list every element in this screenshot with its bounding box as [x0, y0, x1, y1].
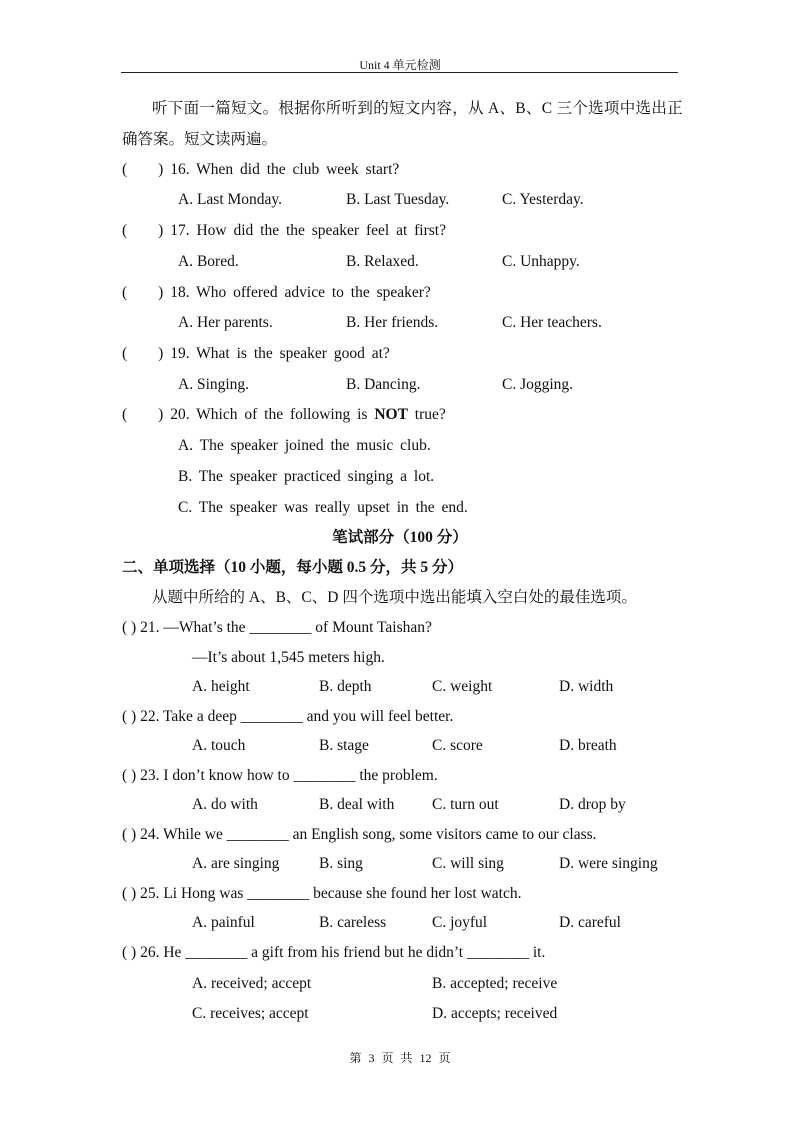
question-22-option-a: A. touch — [192, 737, 246, 754]
question-26-option-c: C. receives; accept — [192, 1005, 309, 1022]
question-24-option-c: C. will sing — [432, 855, 504, 872]
part-two-title: 二、单项选择（10 小题，每小题 0.5 分，共 5 分） — [122, 559, 464, 576]
question-20-option-b: B. The speaker practiced singing a lot. — [178, 468, 435, 485]
question-16-option-c: C. Yesterday. — [502, 191, 584, 208]
question-18-stem: ( ) 18. Who offered advice to the speaker? — [122, 284, 431, 301]
question-17-option-b: B. Relaxed. — [346, 253, 419, 270]
question-18-option-b: B. Her friends. — [346, 314, 439, 331]
question-17-option-a: A. Bored. — [178, 253, 239, 270]
question-18-option-a: A. Her parents. — [178, 314, 273, 331]
question-19-option-a: A. Singing. — [178, 376, 250, 393]
question-16-option-a: A. Last Monday. — [178, 191, 283, 208]
question-26-option-d: D. accepts; received — [432, 1005, 558, 1022]
question-20-stem — [122, 405, 446, 425]
question-26-option-a: A. received; accept — [192, 975, 312, 992]
question-23-stem: ( ) 23. I don’t know how to ________ the problem. — [122, 767, 438, 784]
written-section-title: 笔试部分（100 分） — [332, 529, 468, 546]
question-25-option-b: B. careless — [319, 914, 387, 931]
question-21-option-b: B. depth — [319, 678, 372, 695]
question-17-stem: ( ) 17. How did the the speaker feel at first? — [122, 222, 446, 239]
question-18-option-c: C. Her teachers. — [502, 314, 602, 331]
question-24-option-d: D. were singing — [559, 855, 658, 872]
listening-instructions-line2: 确答案。短文读两遍。 — [122, 131, 278, 148]
question-26-option-b: B. accepted; receive — [432, 975, 558, 992]
question-19-option-c: C. Jogging. — [502, 376, 574, 393]
question-19-option-b: B. Dancing. — [346, 376, 421, 393]
page-footer: 第 3 页 共 12 页 — [349, 1051, 451, 1065]
question-20-stem-text: ( ) 20. Which of the following is — [122, 406, 375, 423]
question-26-stem: ( ) 26. He ________ a gift from his friend but he didn’t ________ it. — [122, 944, 546, 961]
question-25-stem: ( ) 25. Li Hong was ________ because she found her lost watch. — [122, 885, 522, 902]
question-19-stem: ( ) 19. What is the speaker good at? — [122, 345, 390, 362]
question-20-option-a: A. The speaker joined the music club. — [178, 437, 431, 454]
listening-instructions-line1: 听下面一篇短文。根据你所听到的短文内容，从 A、B、C 三个选项中选出正 — [152, 100, 683, 117]
question-20-option-c: C. The speaker was really upset in the end. — [178, 499, 468, 516]
question-23-option-a: A. do with — [192, 796, 258, 813]
question-21-reply: —It’s about 1,545 meters high. — [192, 649, 385, 666]
part-two-instructions: 从题中所给的 A、B、C、D 四个选项中选出能填入空白处的最佳选项。 — [152, 589, 637, 606]
question-16-stem: ( ) 16. When did the club week start? — [122, 161, 400, 178]
question-25-option-d: D. careful — [559, 914, 621, 931]
question-22-option-d: D. breath — [559, 737, 617, 754]
page-header: Unit 4 单元检测 — [359, 58, 441, 72]
question-21-option-c: C. weight — [432, 678, 493, 695]
question-16-option-b: B. Last Tuesday. — [346, 191, 450, 208]
header-divider — [121, 72, 678, 73]
question-22-option-c: C. score — [432, 737, 483, 754]
question-24-option-b: B. sing — [319, 855, 363, 872]
question-21-option-d: D. width — [559, 678, 614, 695]
question-20-stem-end: true? — [407, 406, 446, 423]
question-24-stem: ( ) 24. While we ________ an English song, some visitors came to our class. — [122, 826, 597, 843]
question-24-option-a: A. are singing — [192, 855, 280, 872]
question-23-option-c: C. turn out — [432, 796, 499, 813]
question-25-option-a: A. painful — [192, 914, 255, 931]
question-23-option-b: B. deal with — [319, 796, 395, 813]
question-20-emphasis: NOT — [374, 406, 408, 423]
question-22-option-b: B. stage — [319, 737, 369, 754]
question-25-option-c: C. joyful — [432, 914, 488, 931]
question-23-option-d: D. drop by — [559, 796, 626, 813]
question-21-stem: ( ) 21. —What’s the ________ of Mount Taishan? — [122, 619, 432, 636]
question-17-option-c: C. Unhappy. — [502, 253, 580, 270]
question-21-option-a: A. height — [192, 678, 250, 695]
question-22-stem: ( ) 22. Take a deep ________ and you will feel better. — [122, 708, 454, 725]
